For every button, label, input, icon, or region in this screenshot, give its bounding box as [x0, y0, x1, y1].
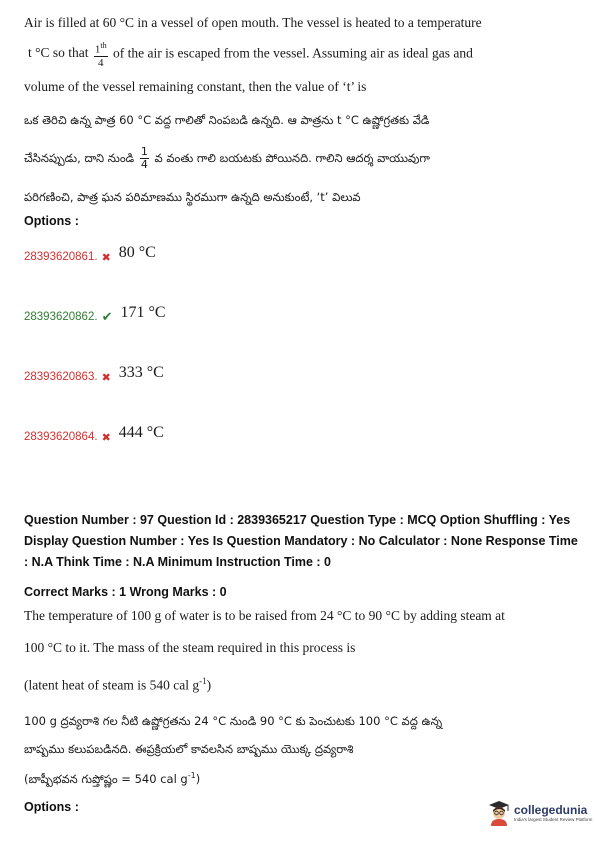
wrong-mark-icon: ✖ [101, 250, 111, 264]
option-value: 171 °C [120, 304, 166, 321]
q96-text-te-1: ఒక తెరిచి ఉన్న పాత్ర 60 °C వద్ద గాలితో నింపబడి ఉన్నది. ఆ పాత్రను t °C ఉష్ణోగ్రతకు వేడి [24, 113, 430, 127]
q96-text-en-2 [24, 40, 473, 69]
q97-options-label: Options : [24, 800, 79, 814]
option-id: 28393620861. [24, 251, 98, 263]
q96-en-2-pre: t °C so that [28, 45, 92, 61]
q97-text-te-1: 100 g ద్రవ్యరాశి గల నీటి ఉష్ణోగ్రతను 24 °C నుండి 90 °C కు పెంచుటకు 100 °C వద్ద ఉన్న [24, 714, 443, 728]
q96-text-te-3: పరిగణించి, పాత్ర ఘన పరిమాణము స్థిరముగా ఉన్నది అనుకుంటే, ‘t’ విలువ [24, 190, 361, 204]
option-value: 80 °C [118, 244, 156, 261]
graduate-avatar-icon [488, 800, 510, 826]
correct-check-icon: ✔ [101, 309, 113, 325]
q97-text-en-2: 100 °C to it. The mass of the steam required in this process is [24, 640, 356, 655]
q97-text-te-2: బాష్పము కలుపబడినది. ఈప్రక్రియలో కావలసిన బాష్పము యొక్క ద్రవ్యరాశి [24, 742, 354, 756]
q97-text-en-3: (latent heat of steam is 540 cal $g^{-1}$) [24, 676, 212, 693]
q96-text-en-3: volume of the vessel remaining constant, then the value of ‘t’ is [24, 79, 367, 94]
logo-tagline: India's largest Student Review Platform [514, 816, 593, 822]
q97-marks: Correct Marks : 1 Wrong Marks : 0 [24, 585, 227, 599]
q97-meta-line-2: Display Question Number : Yes Is Question Mandatory : No Calculator : None Response Time [24, 534, 578, 548]
option-row[interactable] [24, 364, 164, 386]
q96-te-fraction: $\frac{1}{4}$ [140, 145, 148, 171]
wrong-mark-icon: ✖ [101, 370, 111, 384]
q96-fraction: $\frac{1^{th}}{4}$ [94, 41, 107, 69]
q96-te-2-pre: చేసినప్పుడు, దాని నుండి [24, 151, 138, 165]
collegedunia-logo [488, 800, 592, 826]
wrong-mark-icon: ✖ [101, 430, 111, 444]
q96-en-2-post: of the air is escaped from the vessel. Assuming air as ideal gas and [109, 45, 473, 61]
option-value: 444 °C [118, 424, 164, 441]
option-row[interactable] [24, 244, 156, 266]
option-id: 28393620862. [24, 311, 98, 323]
option-row[interactable] [24, 304, 166, 326]
q96-text-en-1: Air is filled at 60 °C in a vessel of open mouth. The vessel is heated to a temperature [24, 15, 482, 30]
q97-text-te-3: (బాష్పీభవన గుప్తోష్ణం = 540 cal $g^{-1}$) [24, 771, 201, 786]
q97-metadata [24, 510, 579, 573]
q97-text-en-1: The temperature of 100 g of water is to be raised from 24 °C to 90 °C by adding steam at [24, 608, 505, 623]
q97-meta-line-1: Question Number : 97 Question Id : 2839365217 Question Type : MCQ Option Shuffling : Yes [24, 513, 571, 527]
option-id: 28393620864. [24, 431, 98, 443]
q96-te-2-post: వ వంతు గాలి బయటకు పోయినది. గాలిని ఆదర్శ వాయువుగా [150, 151, 430, 165]
option-value: 333 °C [118, 364, 164, 381]
q97-meta-line-3: : N.A Think Time : N.A Minimum Instruction Time : 0 [24, 555, 331, 569]
q96-options-label: Options : [24, 214, 79, 228]
logo-name: collegedunia [514, 802, 588, 817]
option-row[interactable] [24, 424, 164, 446]
option-id: 28393620863. [24, 371, 98, 383]
q96-text-te-2 [24, 146, 430, 171]
